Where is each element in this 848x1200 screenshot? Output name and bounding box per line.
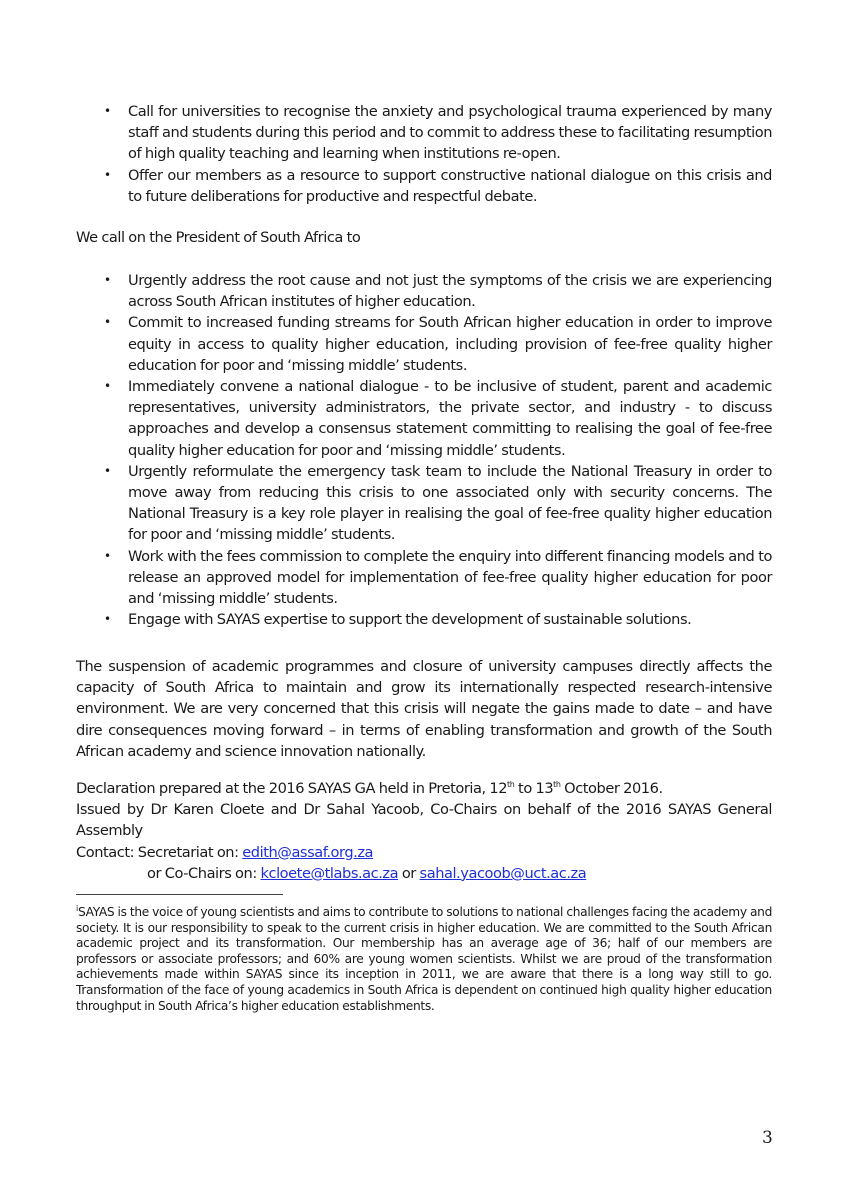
footnote-marker: i [76,903,78,913]
bullet-icon: • [104,104,111,118]
cochairs-contact-line: or Co-Chairs on: kcloete@tlabs.ac.za or sahal.yacoob@uct.ac.za [147,864,587,882]
bullet-text: Offer our members as a resource to support constructive national dialogue on this crisis and to future deliberations for productive and respectful debate. [128,166,772,205]
footnote-divider [76,894,283,895]
president-bullet-list [104,270,772,630]
bullet-text: Urgently reformulate the emergency task team to include the National Treasury in order to move away from reducing this crisis to one associated only with security concerns. The National Treasury is a key role player in realising the goal of fee-free quality higher education for poor and ‘missing middle’ students. [128,462,772,544]
bullet-text: Engage with SAYAS expertise to support the development of sustainable solutions. [128,611,692,629]
list-item [104,312,772,376]
list-item [104,546,772,610]
bullet-icon: • [104,612,111,627]
bullet-text: Commit to increased funding streams for South African higher education in order to improve equity in access to quality higher education, including provision of fee-free quality higher education for poor and ‘missing middle’ students. [128,314,772,374]
bullet-icon: • [104,315,111,330]
contact-line: Contact: Secretariat on: edith@assaf.org.za [76,843,374,861]
cochair-yacoob-email-link[interactable]: sahal.yacoob@uct.ac.za [419,864,587,882]
bullet-text: Urgently address the root cause and not just the symptoms of the crisis we are experiencing across South African institutes of higher education. [128,272,772,311]
bullet-icon: • [104,167,111,182]
list-item [104,165,772,207]
list-item [104,376,772,461]
closing-paragraph: The suspension of academic programmes and closure of university campuses directly affects the capacity of South Africa to maintain and grow its internationally respected research-intensive environment. We are very concerned that this crisis will negate the gains made to date – and have dire consequences moving forward – in terms of enabling transformation and growth of the South African academy and science innovation nationally. [76,658,772,760]
president-intro: We call on the President of South Africa to [76,229,361,246]
bullet-icon: • [104,379,111,394]
secretariat-email-link[interactable]: edith@assaf.org.za [242,843,374,861]
list-item [104,270,772,312]
bullet-icon: • [104,548,111,563]
bullet-icon: • [104,273,111,287]
footnote [76,905,772,1014]
bullet-text: Work with the fees commission to complete the enquiry into different financing models and to release an approved model for implementation of fee-free quality higher education for poor and ‘missing middle’ students. [128,547,772,608]
members-bullet-list [104,101,772,207]
declaration-line: Declaration prepared at the 2016 SAYAS GA held in Pretoria, 12th to 13th October 2016. [76,780,663,797]
bullet-icon: • [104,463,111,478]
page-number: 3 [762,1128,773,1148]
list-item [104,461,772,546]
footnote-text: SAYAS is the voice of young scientists and aims to contribute to solutions to national challenges facing the academy and society. It is our responsibility to speak to the current crisis in higher education. We are committed to the South African academic project and its transformation. Our membership has an average age of 36; half of our members are professors or associate professors; and 60% are young women scientists. Whilst we are proud of the transformation achievements made within SAYAS since its inception in 2011, we are aware that there is a long way still to go. Transformation of the face of young academics in South Africa is dependent on continued high quality higher education throughput in South Africa’s higher education establishments. [76,905,772,1013]
bullet-text: Immediately convene a national dialogue - to be inclusive of student, parent and academic representatives, university administrators, the private sector, and industry - to discuss approaches and develop a consensus statement committing to realising the goal of fee-free quality higher education for poor and ‘missing middle’ students. [128,378,772,459]
issued-by-line: Issued by Dr Karen Cloete and Dr Sahal Yacoob, Co-Chairs on behalf of the 2016 SAYAS General Assembly [76,801,772,840]
bullet-text: Call for universities to recognise the anxiety and psychological trauma experienced by many staff and students during this period and to commit to address these to facilitating resumption of high quality teaching and learning when institutions re-open. [128,103,772,163]
list-item [104,609,772,630]
declaration-block [76,778,772,884]
list-item [104,101,772,165]
cochair-cloete-email-link[interactable]: kcloete@tlabs.ac.za [260,864,399,882]
